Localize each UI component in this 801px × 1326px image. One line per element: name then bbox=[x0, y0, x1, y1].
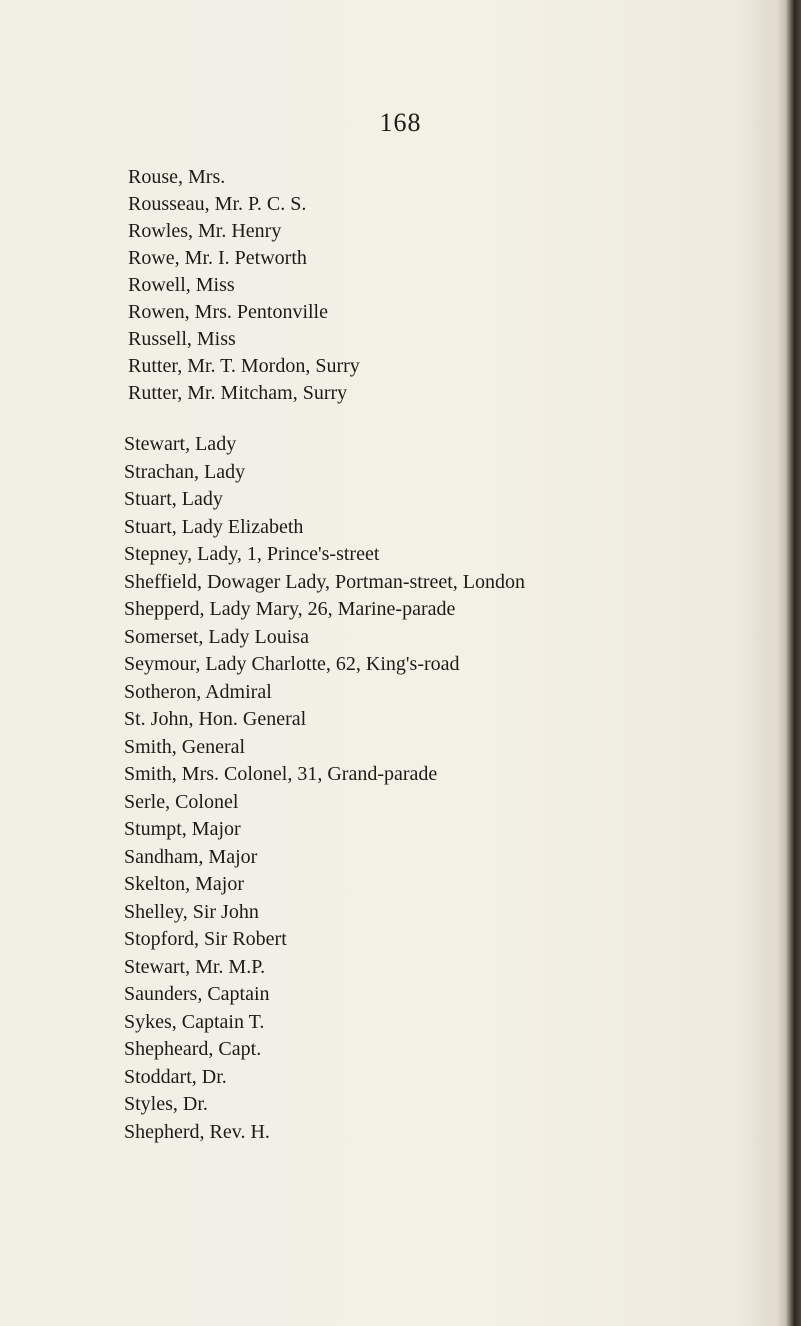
list-entry: Sotheron, Admiral bbox=[124, 680, 272, 703]
list-entry: Rowles, Mr. Henry bbox=[128, 220, 282, 242]
list-entry: Rousseau, Mr. P. C. S. bbox=[128, 193, 307, 215]
list-entry: Shepherd, Rev. H. bbox=[124, 1120, 270, 1143]
list-entry: Skelton, Major bbox=[124, 873, 244, 895]
list-entry: Stuart, Lady Elizabeth bbox=[124, 515, 304, 538]
page-number: 168 bbox=[379, 108, 422, 137]
list-entry: Smith, Mrs. Colonel, 31, Grand-parade bbox=[124, 763, 438, 785]
list-entry: Sheffield, Dowager Lady, Portman-street, London bbox=[124, 570, 526, 593]
list-entry: Somerset, Lady Louisa bbox=[124, 625, 309, 648]
list-entry: Shelley, Sir John bbox=[124, 900, 259, 923]
list-entry: Stopford, Sir Robert bbox=[124, 928, 287, 950]
list-entry: Seymour, Lady Charlotte, 62, King's-road bbox=[124, 653, 460, 675]
list-entry: Rowen, Mrs. Pentonville bbox=[128, 301, 328, 323]
list-entry: Stepney, Lady, 1, Prince's-street bbox=[124, 543, 380, 565]
list-entry: Smith, General bbox=[124, 735, 246, 758]
list-entry: Shepperd, Lady Mary, 26, Marine-parade bbox=[124, 598, 456, 620]
list-entry: Rutter, Mr. Mitcham, Surry bbox=[128, 382, 348, 404]
list-entry: Stewart, Mr. M.P. bbox=[124, 955, 266, 978]
list-entry: Styles, Dr. bbox=[124, 1093, 208, 1115]
list-entry: Rouse, Mrs. bbox=[128, 166, 226, 188]
list-entry: Stumpt, Major bbox=[124, 818, 241, 840]
list-entry: Stewart, Lady bbox=[124, 433, 237, 455]
name-list-r bbox=[128, 164, 801, 407]
list-entry: Sandham, Major bbox=[124, 845, 258, 868]
list-entry: Serle, Colonel bbox=[124, 790, 239, 813]
name-list-s bbox=[124, 431, 801, 1146]
list-entry: Shepheard, Capt. bbox=[124, 1038, 262, 1060]
list-entry: Rowell, Miss bbox=[128, 274, 235, 296]
list-entry: Sykes, Captain T. bbox=[124, 1010, 265, 1033]
list-entry: Rutter, Mr. T. Mordon, Surry bbox=[128, 355, 360, 377]
list-entry: Stuart, Lady bbox=[124, 488, 223, 510]
list-entry: Strachan, Lady bbox=[124, 460, 246, 483]
list-entry: St. John, Hon. General bbox=[124, 708, 307, 730]
list-entry: Russell, Miss bbox=[128, 328, 236, 350]
list-entry: Saunders, Captain bbox=[124, 983, 270, 1005]
list-entry: Rowe, Mr. I. Petworth bbox=[128, 247, 307, 269]
list-entry: Stoddart, Dr. bbox=[124, 1065, 227, 1088]
